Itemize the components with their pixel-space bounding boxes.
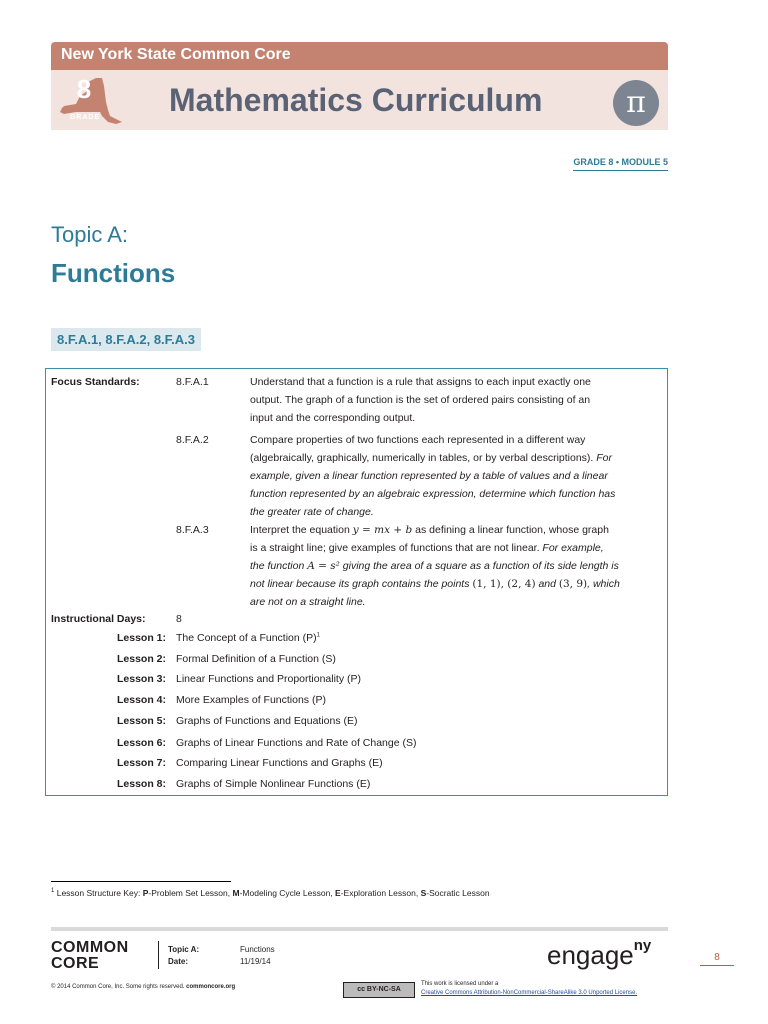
standard-description [250, 521, 660, 611]
copyright [51, 984, 235, 990]
math-expression: (1, 1), (2, 4) [472, 578, 536, 590]
lesson-label: Lesson 8: [116, 778, 166, 790]
instructional-days-value: 8 [176, 613, 182, 625]
footnote [51, 888, 490, 898]
standard-code: 8.F.A.2 [176, 434, 209, 446]
description-line [250, 521, 660, 539]
description-text: is a straight line; give examples of functions that are not linear. [250, 542, 543, 554]
creative-commons-badge: cc BY-NC-SA [343, 982, 415, 998]
description-example-line [250, 575, 660, 593]
curriculum-title: Mathematics Curriculum [169, 82, 543, 118]
engageny-logo [547, 937, 652, 971]
standard-code: 8.F.A.1 [176, 376, 209, 388]
description-text: (algebraically, graphically, numerically in tables, or by verbal descriptions). [250, 452, 597, 464]
footer-divider [51, 927, 668, 931]
description-example: For example, [542, 542, 604, 554]
description-line: input and the corresponding output. [250, 412, 416, 424]
lesson-title: Graphs of Functions and Equations (E) [176, 715, 358, 727]
lesson-label: Lesson 3: [116, 673, 166, 685]
footnote-text: -Socratic Lesson [426, 888, 490, 898]
license-text [421, 980, 637, 998]
footer-date-key: Date: [168, 957, 189, 966]
footnote-text: -Exploration Lesson, [340, 888, 421, 898]
topic-label: Topic A: [51, 222, 129, 247]
lesson-title: Comparing Linear Functions and Graphs (E) [176, 757, 383, 769]
description-line: output. The graph of a function is the set of ordered pairs consisting of an [250, 394, 591, 406]
copyright-text: © 2014 Common Core, Inc. Some rights reserved. [51, 984, 187, 990]
description-example-line [250, 557, 660, 575]
description-text: Interpret the equation [250, 524, 353, 536]
lesson-label: Lesson 5: [116, 715, 166, 727]
math-expression: y = mx + b [352, 524, 413, 536]
description-example: the function [250, 560, 308, 572]
grade-number: 8 [76, 74, 92, 104]
focus-standards-box [45, 368, 668, 796]
lesson-label: Lesson 2: [116, 653, 166, 665]
footer-vertical-divider [158, 941, 159, 969]
footnote-divider [51, 881, 231, 882]
description-text: as defining a linear function, whose graph [412, 524, 609, 536]
logo-line: CORE [51, 955, 100, 972]
description-line: Compare properties of two functions each represented in a different way [250, 434, 586, 446]
banner-series-text: New York State Common Core [61, 46, 291, 63]
lesson-title: Linear Functions and Proportionality (P) [176, 673, 362, 685]
lesson-label: Lesson 4: [116, 694, 166, 706]
standard-description [250, 431, 660, 521]
footnote-marker: 1 [316, 632, 320, 639]
lesson-title: Graphs of Linear Functions and Rate of Change (S) [176, 737, 417, 749]
footnote-text: -Modeling Cycle Lesson, [239, 888, 336, 898]
math-expression: (3, 9) [558, 578, 588, 590]
module-label: GRADE 8 • MODULE 5 [573, 157, 668, 171]
lesson-title [176, 632, 320, 644]
license-link[interactable]: Creative Commons Attribution-NonCommercial-ShareAlike 3.0 Unported License. [421, 990, 638, 996]
lesson-label: Lesson 6: [116, 737, 166, 749]
footer-topic-value: Functions [240, 945, 275, 954]
pi-icon [613, 80, 659, 126]
banner-title-bar [51, 70, 668, 130]
footnote-text: -Problem Set Lesson, [148, 888, 233, 898]
logo-line: COMMON [51, 939, 129, 956]
description-example: giving the area of a square as a function of its side length is [339, 560, 619, 572]
description-example: and [535, 578, 559, 590]
lesson-label: Lesson 1: [116, 632, 166, 644]
description-example: For [596, 452, 613, 464]
footnote-key: M [232, 888, 240, 898]
common-core-logo [51, 940, 129, 972]
grade-word: GRADE [69, 114, 101, 121]
lesson-title: Formal Definition of a Function (S) [176, 653, 336, 665]
standards-tag: 8.F.A.1, 8.F.A.2, 8.F.A.3 [51, 328, 201, 351]
footer-keys [168, 944, 199, 968]
description-line [250, 449, 660, 467]
description-line [250, 539, 660, 557]
engage-sup: ny [633, 937, 652, 955]
footer-date-value: 11/19/14 [240, 957, 271, 966]
lesson-label: Lesson 7: [116, 757, 166, 769]
engage-text: engage [547, 940, 634, 970]
description-example-line: example, given a linear function represented by a table of values and a linear [250, 470, 608, 482]
focus-standards-heading: Focus Standards: [51, 376, 140, 388]
banner-series-bar [51, 42, 668, 70]
footnote-key: S [420, 888, 427, 898]
page-number: 8 [700, 952, 734, 966]
lesson-title: Graphs of Simple Nonlinear Functions (E) [176, 778, 371, 790]
description-example-line: are not on a straight line. [250, 596, 366, 608]
footer-values [240, 944, 275, 968]
description-example: , which [587, 578, 620, 590]
description-example-line: the greater rate of change. [250, 506, 374, 518]
description-example: not linear because its graph contains the points [250, 578, 473, 590]
description-example-line: function represented by an algebraic expression, determine which function has [250, 488, 616, 500]
standard-code: 8.F.A.3 [176, 524, 209, 536]
lesson-title: More Examples of Functions (P) [176, 694, 326, 706]
pi-symbol: π [626, 85, 646, 120]
lesson-title-text: The Concept of a Function (P) [176, 632, 317, 644]
license-line: This work is licensed under a [421, 981, 499, 987]
standard-description [250, 373, 660, 427]
footnote-key: P [142, 888, 149, 898]
copyright-link[interactable]: commoncore.org [186, 984, 236, 990]
footnote-number: 1 [51, 888, 55, 895]
description-line: Understand that a function is a rule that assigns to each input exactly one [250, 376, 591, 388]
topic-title: Functions [51, 258, 176, 288]
instructional-days-label: Instructional Days: [51, 613, 146, 625]
footer-topic-key: Topic A: [168, 945, 200, 954]
math-expression: A = s² [307, 560, 340, 572]
footnote-text: Lesson Structure Key: [56, 888, 143, 898]
footnote-key: E [335, 888, 341, 898]
